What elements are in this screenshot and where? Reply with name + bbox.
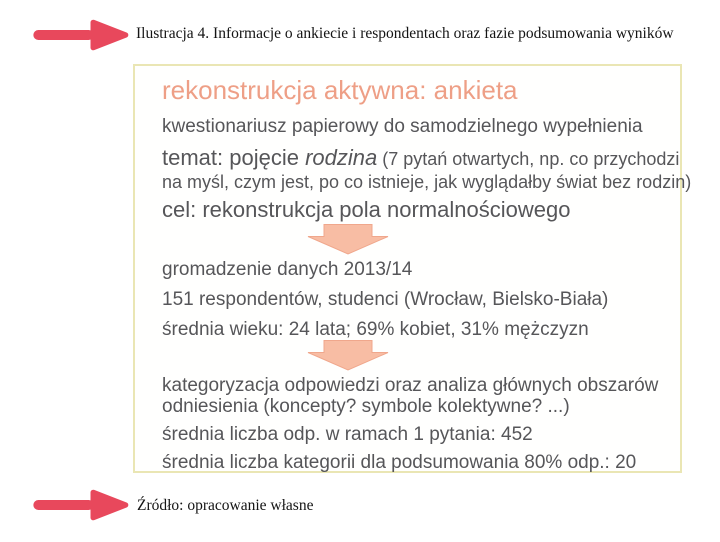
figure-caption: Ilustracja 4. Informacje o ankiecie i respondentach oraz fazie podsumowania wyników — [136, 25, 674, 42]
answers-average-line: średnia liczba odp. w ramach 1 pytania: 452 — [162, 424, 533, 445]
figure-box — [133, 64, 692, 473]
figure-title: rekonstrukcja aktywna: ankieta — [162, 75, 518, 105]
topic-line-continuation: na myśl, czym jest, po co istnieje, jak wyglądałby świat bez rodzin) — [162, 172, 692, 192]
categorization-line: kategoryzacja odpowiedzi oraz analiza głównych obszarów — [162, 375, 659, 396]
age-gender-line: średnia wieku: 24 lata; 69% kobiet, 31% mężczyzn — [162, 319, 589, 340]
right-arrow-icon — [28, 487, 135, 523]
source-caption: Źródło: opracowanie własne — [137, 497, 314, 514]
down-arrow-icon — [307, 340, 389, 371]
questionnaire-line: kwestionariusz papierowy do samodzielnego wypełnienia — [162, 116, 643, 137]
data-collection-line: gromadzenie danych 2013/14 — [162, 259, 413, 280]
down-arrow-icon — [307, 224, 389, 255]
topic-keyword: rodzina — [305, 145, 378, 170]
topic-detail-1: (7 pytań otwartych, np. co przychodzi — [377, 149, 680, 169]
categorization-line-continuation: odniesienia (koncepty? symbole kolektywne? ...) — [162, 396, 570, 417]
topic-line — [162, 145, 680, 172]
right-arrow-icon — [28, 17, 135, 53]
respondents-line: 151 respondentów, studenci (Wrocław, Bielsko-Biała) — [162, 289, 609, 310]
categories-average-line: średnia liczba kategorii dla podsumowania 80% odp.: 20 — [162, 452, 637, 473]
goal-line: cel: rekonstrukcja pola normalnościowego — [162, 197, 571, 222]
topic-lead: temat: pojęcie — [162, 145, 306, 170]
